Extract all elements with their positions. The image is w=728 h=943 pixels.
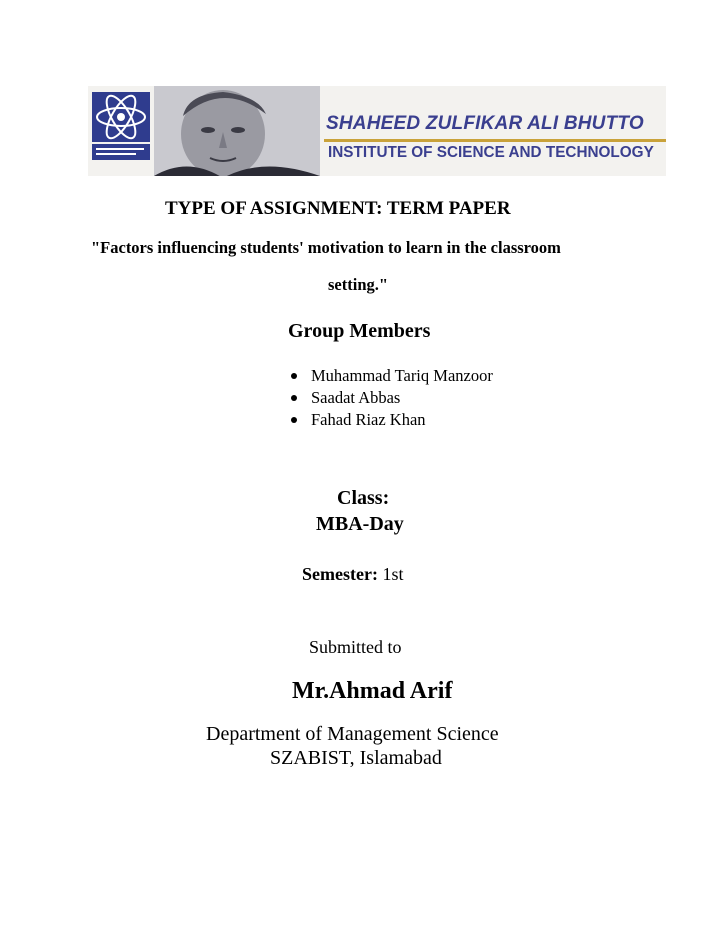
member-name: Fahad Riaz Khan (311, 410, 426, 429)
list-item (288, 387, 493, 409)
bullet-icon (291, 417, 297, 423)
bullet-icon (291, 373, 297, 379)
list-item (288, 409, 493, 431)
class-value: MBA-Day (316, 513, 404, 535)
group-members-heading: Group Members (288, 320, 431, 342)
submitted-to-label: Submitted to (309, 637, 402, 657)
semester-label: Semester: (302, 564, 378, 584)
institute-banner (88, 86, 666, 176)
banner-title-line1: SHAHEED ZULFIKAR ALI BHUTTO (326, 113, 644, 134)
group-members-list (288, 365, 493, 431)
portrait-icon (154, 86, 320, 176)
szabist-atom-logo-icon (92, 92, 150, 160)
banner-logo-image (88, 86, 320, 176)
member-name: Saadat Abbas (311, 388, 401, 407)
bullet-icon (291, 395, 297, 401)
list-item (288, 365, 493, 387)
recipient-name: Mr.Ahmad Arif (292, 678, 453, 704)
topic-line-1: "Factors influencing students' motivation to learn in the classroom (91, 238, 561, 257)
banner-title-line2: INSTITUTE OF SCIENCE AND TECHNOLOGY (328, 144, 654, 161)
semester-line (302, 564, 403, 585)
banner-divider (324, 139, 666, 142)
topic-line-2: setting." (328, 275, 389, 294)
department-name: Department of Management Science (206, 723, 499, 745)
class-label: Class: (337, 487, 390, 509)
assignment-type: TYPE OF ASSIGNMENT: TERM PAPER (165, 198, 511, 219)
semester-value: 1st (382, 564, 404, 584)
member-name: Muhammad Tariq Manzoor (311, 366, 493, 385)
institute-location: SZABIST, Islamabad (270, 747, 442, 769)
